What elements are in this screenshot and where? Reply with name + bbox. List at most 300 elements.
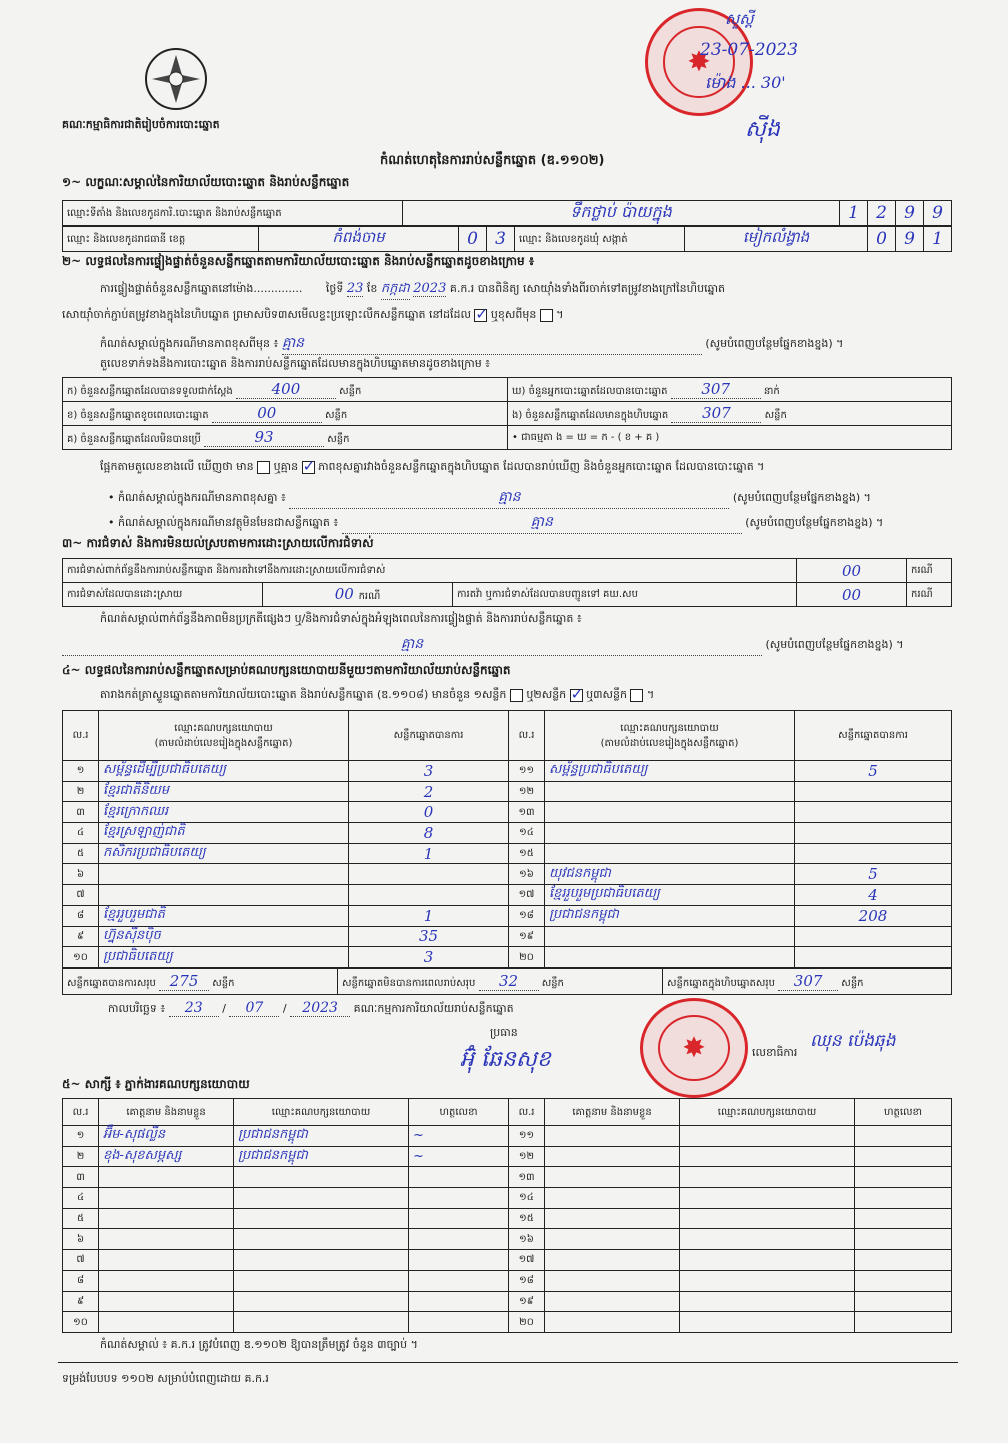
objections-unit: ករណី xyxy=(907,559,952,583)
results-party: ខ្មែរជាតិនិយម xyxy=(99,781,349,802)
discrepancy-note-label: • កំណត់សម្គាល់ក្នុងករណីមានភាពខុសគ្នា ៖ xyxy=(108,491,286,504)
box-ballots-unit: សន្លឹក xyxy=(764,410,787,421)
unused-ballots-value: 93 xyxy=(204,428,324,447)
received-ballots-cell xyxy=(63,378,508,402)
irregularity-note xyxy=(62,634,952,656)
results-table xyxy=(62,710,952,968)
secretary-label: លេខាធិការ xyxy=(752,1046,798,1059)
box-ballots-cell xyxy=(508,402,952,426)
witness-no: ១១ xyxy=(509,1126,545,1147)
witness-sign xyxy=(409,1188,509,1209)
results-date-day: 23 xyxy=(169,1000,219,1017)
section1-title: ១~ លក្ខណៈសម្គាល់នៃការិយាល័យបោះឆ្នោត និងរាប់សន្លឹកឆ្នោត xyxy=(62,175,350,189)
witness-col-no-left: ល.រ xyxy=(63,1099,99,1126)
unused-ballots-cell xyxy=(63,426,508,450)
results-votes xyxy=(349,885,509,906)
witness-sign xyxy=(855,1229,952,1250)
witness-no: ២ xyxy=(63,1146,99,1167)
results-votes: 5 xyxy=(795,864,952,885)
verification-line1 xyxy=(100,280,960,300)
witness-name xyxy=(99,1291,234,1312)
witness-row xyxy=(63,1188,952,1209)
discrepancy-note-suffix: (សូមបំពេញបន្ថែមផ្នែកខាងខ្នង) ។ xyxy=(732,491,871,504)
received-ballots-label: ក) ចំនួនសន្លឹកឆ្នោតដែលបានទទួលជាក់ស្តែង xyxy=(67,386,233,397)
witness-name xyxy=(99,1188,234,1209)
results-party: ខ្មែរស្រឡាញ់ជាតិ xyxy=(99,823,349,844)
ballot-figures-table xyxy=(62,377,952,450)
results-party: ប្រជាជនកម្ពុជា xyxy=(545,905,795,926)
difference-note-label: កំណត់សម្គាល់ក្នុងករណីមានភាពខុសពីមុន ៖ xyxy=(100,337,279,350)
unused-ballots-label: គ) ចំនួនសន្លឹកឆ្នោតដែលមិនបានប្រើ xyxy=(67,434,201,445)
witness-table xyxy=(62,1098,952,1333)
witness-row xyxy=(63,1229,952,1250)
province-value: កំពង់ចាម xyxy=(259,227,459,252)
foreign-object-note-suffix: (សូមបំពេញបន្ថែមផ្នែកខាងខ្នង) ។ xyxy=(745,516,884,529)
witness-sign xyxy=(855,1208,952,1229)
foreign-object-note xyxy=(108,512,958,534)
witness-no: ១៦ xyxy=(509,1229,545,1250)
discrepancy-no-checkbox[interactable] xyxy=(302,461,315,474)
results-party xyxy=(545,947,795,968)
footer-text: ទម្រង់បែបបទ ១១០២ សម្រាប់បំពេញដោយ គ.ក.រ xyxy=(62,1372,269,1385)
witness-row xyxy=(63,1208,952,1229)
witness-col-party-right: ឈ្មោះគណបក្សនយោបាយ xyxy=(680,1099,855,1126)
results-votes xyxy=(795,802,952,823)
discrepancy-yes-checkbox[interactable] xyxy=(257,461,270,474)
commune-code-1: 0 xyxy=(868,227,896,252)
results-no: ៦ xyxy=(63,864,99,885)
witness-row xyxy=(63,1167,952,1188)
witness-no: ១៧ xyxy=(509,1250,545,1271)
total-box-label: សន្លឹកឆ្នោតក្នុងហិបឆ្នោតសរុប xyxy=(667,978,775,989)
witness-no: ១ xyxy=(63,1126,99,1147)
irregularity-note-value: គ្មាន xyxy=(62,634,762,656)
witness-party xyxy=(234,1188,409,1209)
witness-row xyxy=(63,1291,952,1312)
results-col-no-right: ល.រ xyxy=(509,711,545,761)
results-no: ១៣ xyxy=(509,802,545,823)
results-row xyxy=(63,802,952,823)
results-party: ខ្មែររួបរួមប្រជាធិបតេយ្យ xyxy=(545,885,795,906)
verify-month-label: ខែ xyxy=(366,282,378,295)
witness-sign: ~ xyxy=(409,1146,509,1167)
results-no: ២ xyxy=(63,781,99,802)
results-row xyxy=(63,926,952,947)
results-row xyxy=(63,905,952,926)
witness-no: ៩ xyxy=(63,1291,99,1312)
tally-one-sheet-label: តារាងកត់ត្រាស្ទួនឆ្នោតតាមការិយាល័យបោះឆ្នោត និងរាប់សន្លឹកឆ្នោត (ឌ.១១០៨) មានចំនួន ១សន្លឹក xyxy=(100,688,507,701)
results-date-year: 2023 xyxy=(290,1000,350,1017)
results-col-no-left: ល.រ xyxy=(63,711,99,761)
total-invalid-value: 32 xyxy=(479,972,539,991)
official-stamp-top: ✸ xyxy=(645,8,753,116)
results-votes xyxy=(795,926,952,947)
section3-title: ៣~ ការជំទាស់ និងការមិនយល់ស្របតាមការដោះស្រាយលើការជំទាស់ xyxy=(62,536,374,550)
seal-changed-checkbox[interactable] xyxy=(540,309,553,322)
results-no: ៥ xyxy=(63,843,99,864)
difference-note xyxy=(100,333,950,355)
seal-changed-label: ឬខុសពីមុន xyxy=(490,308,537,321)
results-votes xyxy=(349,864,509,885)
tally-three-sheet-label: ឬ៣សន្លឹក xyxy=(586,688,627,701)
total-valid-unit: សន្លឹក xyxy=(212,978,235,989)
witness-sign xyxy=(855,1167,952,1188)
results-votes xyxy=(795,843,952,864)
results-no: ៩ xyxy=(63,926,99,947)
witness-no: ២០ xyxy=(509,1312,545,1333)
results-col-party-left: ឈ្មោះគណបក្សនយោបាយ (តាមលំដាប់លេខរៀងក្នុងសន្លឹកឆ្នោត) xyxy=(99,711,349,761)
witness-col-sign-right: ហត្ថលេខា xyxy=(855,1099,952,1126)
voters-value: 307 xyxy=(671,380,761,399)
witness-col-name-right: គោត្តនាម និងនាមខ្លួន xyxy=(545,1099,680,1126)
results-no: ៤ xyxy=(63,823,99,844)
discrepancy-note xyxy=(108,487,958,509)
witness-name xyxy=(99,1208,234,1229)
results-no: ១១ xyxy=(509,761,545,782)
witness-no: ១៨ xyxy=(509,1270,545,1291)
witness-row xyxy=(63,1146,952,1167)
witness-name xyxy=(545,1146,680,1167)
witness-no: ១២ xyxy=(509,1146,545,1167)
results-row xyxy=(63,864,952,885)
tally-one-checkbox[interactable] xyxy=(510,689,523,702)
results-votes xyxy=(795,781,952,802)
discrepancy-note-value: គ្មាន xyxy=(289,487,729,509)
location-code-2: 2 xyxy=(868,201,896,226)
total-invalid-label: សន្លឹកឆ្នោតមិនបានការពេលរាប់សរុប xyxy=(342,978,476,989)
witness-no: ១៥ xyxy=(509,1208,545,1229)
witness-party xyxy=(234,1229,409,1250)
witness-name xyxy=(99,1250,234,1271)
secretary-signature: ឈុន ប៉េងឆុង xyxy=(810,1031,896,1051)
results-no: ១៧ xyxy=(509,885,545,906)
verify-month: កក្កដា xyxy=(381,280,410,300)
witness-col-no-right: ល.រ xyxy=(509,1099,545,1126)
witness-no: ៧ xyxy=(63,1250,99,1271)
committee-name: គណៈកម្មាធិការជាតិរៀបចំការបោះឆ្នោត xyxy=(62,118,220,131)
witness-sign xyxy=(409,1312,509,1333)
irregularity-note-label: កំណត់សម្គាល់ពាក់ព័ន្ធនឹងភាពមិនប្រក្រតីផ្សេងៗ ឬ/និងការជំទាស់ក្នុងអំឡុងពេលនៃការផ្ទៀងផ្ទាត់ និងការរាប់សន្លឹកឆ្នោត ៖ xyxy=(100,612,582,625)
witness-sign xyxy=(855,1270,952,1291)
forwarded-label: ការតវ៉ា ឬការជំទាស់ដែលបានបញ្ជូនទៅ គឃ.សប xyxy=(453,583,797,607)
total-box-cell xyxy=(663,969,952,995)
witness-party xyxy=(234,1167,409,1188)
verification-line2: សោយ៉ាំចាក់ភ្ជាប់តម្រូវខាងក្នុងនៃហិបឆ្នោត ព្រមាសបិទ៣សមើលខ្ទះប្រឡោះលឹកសន្លឹកឆ្នោត នៅដដែល ✓ ឬខុសពីមុន ។ xyxy=(62,308,564,324)
results-no: ១០ xyxy=(63,947,99,968)
witness-no: ៦ xyxy=(63,1229,99,1250)
witness-no: ១៤ xyxy=(509,1188,545,1209)
location-code-4: 9 xyxy=(924,201,952,226)
witness-name xyxy=(545,1291,680,1312)
results-votes: 0 xyxy=(349,802,509,823)
results-party xyxy=(545,843,795,864)
witness-no: ៨ xyxy=(63,1270,99,1291)
results-party xyxy=(99,885,349,906)
irregularity-note-suffix: (សូមបំពេញបន្ថែមផ្នែកខាងខ្នង) ។ xyxy=(765,638,904,651)
discrepancy-text: ភាពខុសគ្នារវាងចំនួនសន្លឹកឆ្នោតក្នុងហិបឆ្នោត ដែលបានរាប់ឃើញ និងចំនួនអ្នកបោះឆ្នោត ដែលបានបោះឆ្នោត ។ xyxy=(318,460,765,473)
province-label: ឈ្មោះ និងលេខកូដរាជធានី ខេត្ត xyxy=(63,227,259,252)
results-votes: 2 xyxy=(349,781,509,802)
results-party: យុវជនកម្ពុជា xyxy=(545,864,795,885)
form-title: កំណត់ហេតុនៃការរាប់សន្លឹកឆ្នោត (ឌ.១១០២) xyxy=(380,153,605,168)
verify-time-label: ការផ្ទៀងផ្ទាត់ចំនួនសន្លឹកឆ្នោតនៅម៉ោង.............. xyxy=(100,282,303,295)
witness-name: ខុង-សុខសម្ភស្ស xyxy=(99,1146,234,1167)
box-ballots-label: ង) ចំនួនសន្លឹកឆ្នោតដែលមានក្នុងហិបឆ្នោត xyxy=(512,410,669,421)
form-note: កំណត់សម្គាល់ ៖ គ.ក.រ ត្រូវបំពេញ ឌ.១១០២ ឱ្យបានត្រឹមត្រូវ ចំនួន ៣ច្បាប់ ។ xyxy=(100,1338,418,1351)
spoiled-ballots-unit: សន្លឹក xyxy=(324,410,348,421)
results-votes: 3 xyxy=(349,947,509,968)
witness-party xyxy=(680,1312,855,1333)
objections-table xyxy=(62,558,952,607)
witness-no: ៣ xyxy=(63,1167,99,1188)
witness-name xyxy=(545,1250,680,1271)
results-party: កសិករប្រជាធិបតេយ្យ xyxy=(99,843,349,864)
location-code-3: 9 xyxy=(896,201,924,226)
witness-party xyxy=(680,1229,855,1250)
witness-party xyxy=(234,1312,409,1333)
witness-party xyxy=(234,1250,409,1271)
forwarded-value: 00 xyxy=(797,583,907,607)
results-votes: 1 xyxy=(349,843,509,864)
commune-value: មៀកលំង្វាង xyxy=(685,227,868,252)
witness-name xyxy=(99,1270,234,1291)
witness-name xyxy=(545,1208,680,1229)
witness-party xyxy=(680,1250,855,1271)
tally-two-checkbox[interactable] xyxy=(570,689,583,702)
location-value: ទឹកថ្លាប់ ប៉ាយក្នុង xyxy=(403,201,840,226)
discrepancy-none-label: ឬគ្មាន xyxy=(273,460,299,473)
stamp-note-date: 23-07-2023 xyxy=(700,40,799,60)
section2-title: ២~ លទ្ធផលនៃការផ្ទៀងផ្ទាត់ចំនួនសន្លឹកឆ្នោតតាមការិយាល័យបោះឆ្នោត និងរាប់សន្លឹកឆ្នោតដូចខាងក្រោម ៖ xyxy=(62,254,535,268)
foreign-object-note-value: គ្មាន xyxy=(342,512,742,534)
voters-unit: នាក់ xyxy=(763,386,780,397)
province-code-1: 0 xyxy=(459,227,487,252)
spoiled-ballots-value: 00 xyxy=(212,404,322,423)
witness-party xyxy=(234,1270,409,1291)
witness-party xyxy=(680,1270,855,1291)
verify-text: គ.ក.រ បានពិនិត្យ សោយ៉ាំងទាំងពីរចាក់ទៅតម្រូវខាងក្រៅនៃហិបឆ្នោត xyxy=(449,282,726,295)
witness-sign xyxy=(855,1188,952,1209)
witness-no: ១៣ xyxy=(509,1167,545,1188)
witness-col-party-left: ឈ្មោះគណបក្សនយោបាយ xyxy=(234,1099,409,1126)
voters-cell xyxy=(508,378,952,402)
voters-label: ឃ) ចំនួនអ្នកបោះឆ្នោតដែលបានបោះឆ្នោត xyxy=(512,386,668,397)
witness-party xyxy=(680,1126,855,1147)
results-no: ១៩ xyxy=(509,926,545,947)
witness-sign xyxy=(409,1291,509,1312)
tally-three-checkbox[interactable] xyxy=(630,689,643,702)
results-row xyxy=(63,761,952,782)
location-label: ឈ្មោះទីតាំង និងលេខកូដការិ.បោះឆ្នោត និងរាប់សន្លឹកឆ្នោត xyxy=(63,201,403,226)
total-valid-label: សន្លឹកឆ្នោតបានការសរុប xyxy=(67,978,156,989)
witness-name xyxy=(99,1229,234,1250)
results-row xyxy=(63,823,952,844)
witness-no: ៥ xyxy=(63,1208,99,1229)
total-box-value: 307 xyxy=(778,972,838,991)
witness-name xyxy=(545,1167,680,1188)
resolved-label: ការជំទាស់ដែលបានដោះស្រាយ xyxy=(63,583,263,607)
witness-no: ១៩ xyxy=(509,1291,545,1312)
results-party xyxy=(545,781,795,802)
stamp-note-signature: ស៊ីង xyxy=(745,117,780,142)
witness-name xyxy=(99,1167,234,1188)
witness-sign xyxy=(855,1250,952,1271)
witness-name xyxy=(545,1126,680,1147)
results-party xyxy=(545,823,795,844)
results-date-month: 07 xyxy=(229,1000,279,1017)
witness-name xyxy=(545,1312,680,1333)
spoiled-ballots-cell xyxy=(63,402,508,426)
results-date-label: កាលបរិច្ឆេទ ៖ xyxy=(108,1002,166,1015)
difference-note-suffix: (សូមបំពេញបន្ថែមផ្នែកខាងខ្នង) ។ xyxy=(705,337,844,350)
results-no: ២០ xyxy=(509,947,545,968)
witness-sign xyxy=(409,1208,509,1229)
results-votes: 5 xyxy=(795,761,952,782)
total-invalid-unit: សន្លឹក xyxy=(541,978,564,989)
results-party: សម្ព័ន្ធប្រជាធិបតេយ្យ xyxy=(545,761,795,782)
witness-name xyxy=(545,1229,680,1250)
witness-col-sign-left: ហត្ថលេខា xyxy=(409,1099,509,1126)
witness-sign: ~ xyxy=(409,1126,509,1147)
commune-code-2: 9 xyxy=(896,227,924,252)
results-votes: 3 xyxy=(349,761,509,782)
results-no: ១២ xyxy=(509,781,545,802)
section1-table xyxy=(62,200,952,226)
figures-intro: តួលេខទាក់ទងនឹងការបោះឆ្នោត និងការរាប់សន្លឹកឆ្នោតដែលមានក្នុងហិបឆ្នោតមានដូចខាងក្រោម ៖ xyxy=(100,357,491,370)
witness-party xyxy=(680,1167,855,1188)
results-row xyxy=(63,947,952,968)
results-votes: 8 xyxy=(349,823,509,844)
official-stamp-bottom: ✸ xyxy=(640,998,748,1098)
location-code-1: 1 xyxy=(840,201,868,226)
verify-day: 23 xyxy=(346,281,364,296)
witness-name xyxy=(545,1188,680,1209)
results-row xyxy=(63,843,952,864)
witness-party xyxy=(234,1208,409,1229)
results-party: ខ្មែរក្រោកឈរ xyxy=(99,802,349,823)
witness-party: ប្រជាជនកម្ពុជា xyxy=(234,1146,409,1167)
witness-party xyxy=(680,1188,855,1209)
witness-sign xyxy=(409,1250,509,1271)
received-ballots-value: 400 xyxy=(236,380,336,399)
witness-row xyxy=(63,1250,952,1271)
witness-sign xyxy=(855,1291,952,1312)
witness-party: ប្រជាជនកម្ពុជា xyxy=(234,1126,409,1147)
witness-party xyxy=(234,1291,409,1312)
results-no: ៧ xyxy=(63,885,99,906)
witness-row xyxy=(63,1270,952,1291)
results-no: ១ xyxy=(63,761,99,782)
witness-party xyxy=(680,1208,855,1229)
witness-sign xyxy=(855,1312,952,1333)
witness-no: ៤ xyxy=(63,1188,99,1209)
box-ballots-value: 307 xyxy=(671,404,761,423)
objections-value: 00 xyxy=(797,559,907,583)
total-valid-value: 275 xyxy=(159,972,209,991)
results-votes: 35 xyxy=(349,926,509,947)
unused-ballots-unit: សន្លឹក xyxy=(327,434,350,445)
results-col-votes-right: សន្លឹកឆ្នោតបានការ xyxy=(795,711,952,761)
tally-sheet-line: តារាងកត់ត្រាស្ទួនឆ្នោតតាមការិយាល័យបោះឆ្នោត និងរាប់សន្លឹកឆ្នោត (ឌ.១១០៨) មានចំនួន ១សន្លឹក ឬ២សន្លឹក ✓ ឬ៣សន្លឹក ។ xyxy=(100,688,654,704)
results-party: ហ្វ៊ុនស៊ីនប៉ិច xyxy=(99,926,349,947)
results-no: ៨ xyxy=(63,905,99,926)
foreign-object-note-label: • កំណត់សម្គាល់ក្នុងករណីមានវត្ថុមិនមែនជាសន្លឹកឆ្នោត ៖ xyxy=(108,516,339,529)
results-votes: 4 xyxy=(795,885,952,906)
section5-title: ៥~ សាក្សី ៖ ភ្នាក់ងារគណបក្សនយោបាយ xyxy=(62,1077,250,1091)
witness-name xyxy=(99,1312,234,1333)
spoiled-ballots-label: ខ) ចំនួនសន្លឹកឆ្នោតខូចពេលបោះឆ្នោត xyxy=(67,410,209,421)
results-no: ៣ xyxy=(63,802,99,823)
witness-name xyxy=(545,1270,680,1291)
results-col-votes-left: សន្លឹកឆ្នោតបានការ xyxy=(349,711,509,761)
results-party: ខ្មែររួបរួមជាតិ xyxy=(99,905,349,926)
commune-code-3: 1 xyxy=(924,227,952,252)
results-no: ១៦ xyxy=(509,864,545,885)
forwarded-unit: ករណី xyxy=(907,583,952,607)
results-date-line: កាលបរិច្ឆេទ ៖ 23 / 07 / 2023 គណៈកម្មការការិយាល័យរាប់សន្លឹកឆ្នោត xyxy=(108,1000,514,1016)
seal-status-text: សោយ៉ាំចាក់ភ្ជាប់តម្រូវខាងក្នុងនៃហិបឆ្នោត ព្រមាសបិទ៣សមើលខ្ទះប្រឡោះលឹកសន្លឹកឆ្នោត នៅដដែល xyxy=(62,308,471,321)
results-no: ១៤ xyxy=(509,823,545,844)
verify-day-label: ថ្ងៃទី xyxy=(325,282,344,295)
formula-cell: • ជាធម្មតា ង = ឃ = ក - ( ខ + គ ) xyxy=(508,426,952,450)
commune-label: ឈ្មោះ និងលេខកូដឃុំ សង្កាត់ xyxy=(515,227,685,252)
total-valid-cell xyxy=(63,969,338,995)
results-party xyxy=(545,926,795,947)
results-party xyxy=(545,802,795,823)
witness-row xyxy=(63,1126,952,1147)
difference-note-value: គ្មាន xyxy=(282,333,702,355)
witness-row xyxy=(63,1312,952,1333)
stamp-note-time: ម៉ោង ... 30' xyxy=(705,73,786,92)
results-col-party-right: ឈ្មោះគណបក្សនយោបាយ (តាមលំដាប់លេខរៀងក្នុងសន្លឹកឆ្នោត) xyxy=(545,711,795,761)
witness-sign xyxy=(409,1167,509,1188)
results-committee-label: គណៈកម្មការការិយាល័យរាប់សន្លឹកឆ្នោត xyxy=(353,1002,514,1015)
total-invalid-cell xyxy=(338,969,663,995)
results-row xyxy=(63,781,952,802)
seal-same-checkbox[interactable] xyxy=(474,309,487,322)
witness-name: អ៊ឹម-សុផល្លីន xyxy=(99,1126,234,1147)
tally-two-sheet-label: ឬ២សន្លឹក xyxy=(526,688,567,701)
results-votes xyxy=(795,823,952,844)
results-party: ប្រជាធិបតេយ្យ xyxy=(99,947,349,968)
results-no: ១៥ xyxy=(509,843,545,864)
results-votes: 1 xyxy=(349,905,509,926)
results-votes: 208 xyxy=(795,905,952,926)
witness-sign xyxy=(855,1146,952,1167)
witness-sign xyxy=(409,1229,509,1250)
results-votes xyxy=(795,947,952,968)
received-ballots-unit: សន្លឹក xyxy=(339,386,362,397)
province-code-2: 3 xyxy=(487,227,515,252)
footer-divider xyxy=(58,1362,958,1363)
section4-title: ៤~ លទ្ធផលនៃការរាប់សន្លឹកឆ្នោតសម្រាប់គណបក្សនយោបាយនីមួយៗតាមការិយាល័យរាប់សន្លឹកឆ្នោត xyxy=(62,663,511,677)
stamp-note-line1: សួស្តី xyxy=(725,10,754,28)
witness-col-name-left: គោត្តនាម និងនាមខ្លួន xyxy=(99,1099,234,1126)
total-box-unit: សន្លឹក xyxy=(841,978,864,989)
results-party: សម្ព័ន្ធដើម្បីប្រជាធិបតេយ្យ xyxy=(99,761,349,782)
witness-party xyxy=(680,1146,855,1167)
chair-label: ប្រធាន xyxy=(490,1026,518,1039)
witness-party xyxy=(680,1291,855,1312)
discrepancy-line xyxy=(100,460,764,476)
objections-label: ការជំទាស់ពាក់ព័ន្ធនឹងការរាប់សន្លឹកឆ្នោត និងការតវ៉ាទៅនឹងការដោះស្រាយលើការជំទាស់ xyxy=(63,559,797,583)
section1-table-row2 xyxy=(62,226,952,252)
results-row xyxy=(63,885,952,906)
verify-year: 2023 xyxy=(413,281,447,296)
results-totals xyxy=(62,968,952,995)
witness-sign xyxy=(855,1126,952,1147)
resolved-value: 00 ករណី xyxy=(263,583,453,607)
